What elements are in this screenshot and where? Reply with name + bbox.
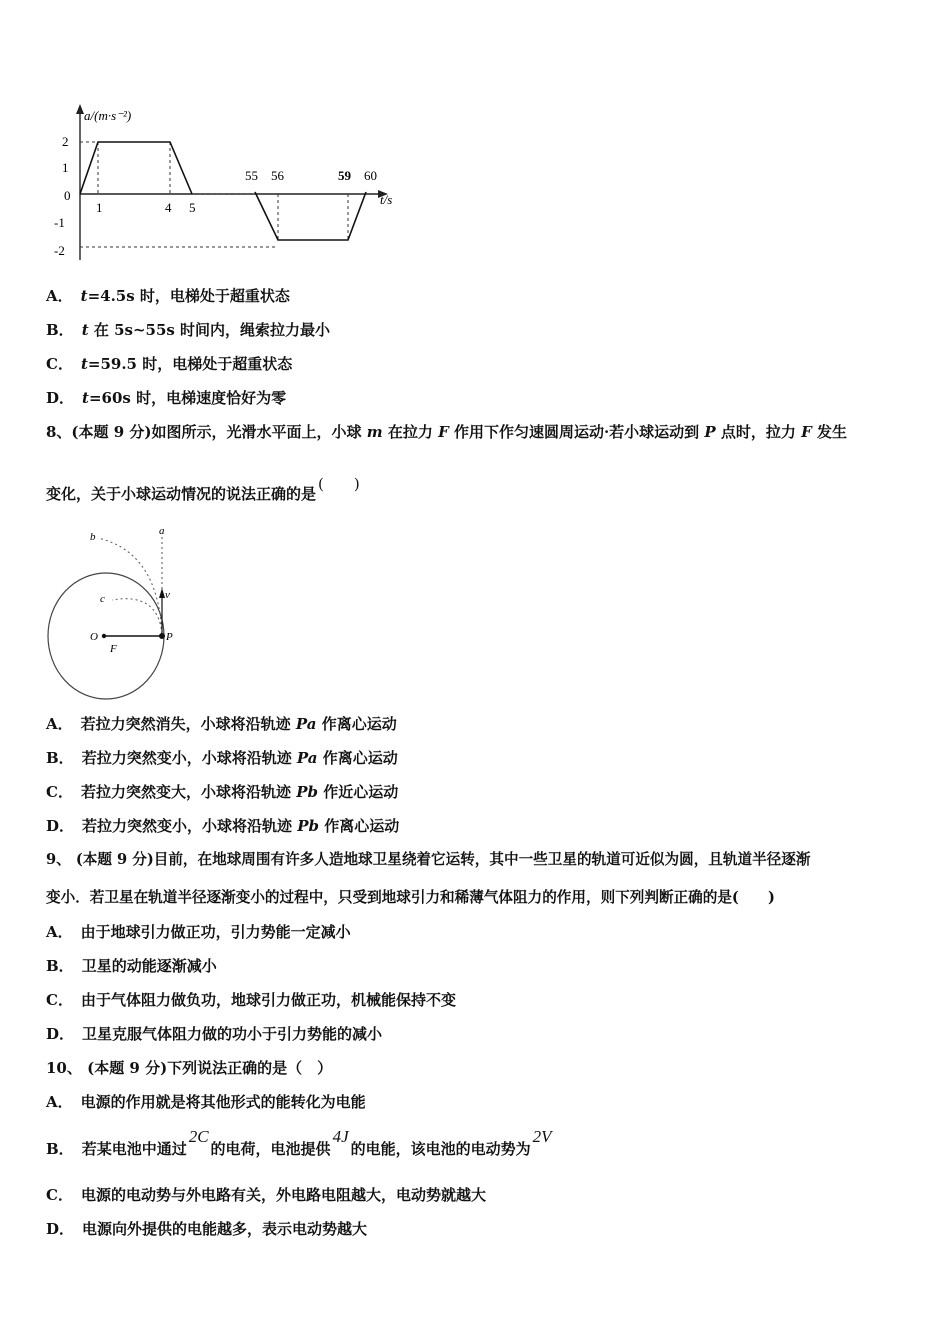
q7-option-c: C． t=59.5 时，电梯处于超重状态 (46, 355, 293, 373)
ytick-neg2: -2 (54, 243, 65, 258)
q8-option-a: A． 若拉力突然消失，小球将沿轨迹 Pa 作离心运动 (46, 715, 397, 733)
xtick-59: 59 (338, 168, 351, 183)
label-v: v (165, 589, 170, 601)
label-o: O (90, 631, 98, 643)
q8-stem-line2: 变化，关于小球运动情况的说法正确的是( ) (46, 475, 360, 503)
xtick-1: 1 (96, 200, 103, 215)
ytick-0: 0 (64, 188, 71, 203)
q10-option-b: B． 若某电池中通过2C的电荷，电池提供4J的电能，该电池的电动势为2V (46, 1127, 552, 1158)
label-a: a (159, 525, 165, 537)
xtick-4: 4 (165, 200, 172, 215)
q8-option-b: B． 若拉力突然变小，小球将沿轨迹 Pa 作离心运动 (46, 749, 398, 767)
xtick-5: 5 (189, 200, 196, 215)
x-axis-label: t/s (380, 192, 393, 207)
circular-motion-figure (40, 522, 190, 707)
answer-paren: ( ) (318, 475, 360, 493)
label-b: b (90, 531, 96, 543)
q8-option-d: D． 若拉力突然变小，小球将沿轨迹 Pb 作离心运动 (46, 817, 400, 835)
ytick-neg1: -1 (54, 215, 65, 230)
q9-option-b: B． 卫星的动能逐渐减小 (46, 957, 217, 975)
q7-option-b: B． t 在 5s~55s 时间内，绳索拉力最小 (46, 321, 331, 339)
trajectory-pb (98, 538, 162, 634)
q9-stem-line1: 9、 (本题 9 分)目前，在地球周围有许多人造地球卫星绕着它运转，其中一些卫星的轨道可近似为圆，且轨道半径逐渐 (46, 851, 811, 868)
q8-stem-line1: 8、(本题 9 分)如图所示，光滑水平面上，小球 m 在拉力 F 作用下作匀速圆周运动·若小球运动到 P 点时，拉力 F 发生 (46, 423, 848, 441)
y-axis-label: a/(m·s⁻²) (84, 108, 132, 123)
q9-stem-line2: 变小．若卫星在轨道半径逐渐变小的过程中，只受到地球引力和稀薄气体阻力的作用，则下列判断正确的是( ) (46, 889, 775, 906)
q9-option-a: A． 由于地球引力做正功，引力势能一定减小 (46, 923, 351, 941)
q7-option-d: D． t=60s 时，电梯速度恰好为零 (46, 389, 287, 407)
xtick-56: 56 (271, 168, 284, 183)
math-charge: 2C (188, 1127, 209, 1146)
math-energy: 4J (332, 1127, 349, 1146)
math-emf: 2V (532, 1127, 552, 1146)
q10-option-c: C． 电源的电动势与外电路有关，外电路电阻越大，电动势就越大 (46, 1186, 486, 1204)
ytick-1: 1 (62, 160, 69, 175)
q7-option-a: A． t=4.5s 时，电梯处于超重状态 (46, 287, 290, 305)
ytick-2: 2 (62, 134, 69, 149)
xtick-55: 55 (245, 168, 258, 183)
label-f: F (110, 643, 117, 655)
q10-option-d: D． 电源向外提供的电能越多，表示电动势越大 (46, 1220, 368, 1238)
trajectory-pc (112, 599, 162, 634)
acceleration-curve (80, 142, 192, 194)
acceleration-curve-negative (255, 192, 366, 240)
xtick-60: 60 (364, 168, 377, 183)
q8-option-c: C． 若拉力突然变大，小球将沿轨迹 Pb 作近心运动 (46, 783, 399, 801)
q10-stem: 10、 (本题 9 分)下列说法正确的是（ ） (46, 1059, 333, 1077)
q9-option-d: D． 卫星克服气体阻力做的功小于引力势能的减小 (46, 1025, 383, 1043)
label-c: c (100, 593, 105, 605)
label-p: P (166, 631, 173, 643)
q10-option-a: A． 电源的作用就是将其他形式的能转化为电能 (46, 1093, 366, 1111)
q9-option-c: C． 由于气体阻力做负功，地球引力做正功，机械能保持不变 (46, 991, 456, 1009)
acceleration-time-graph (40, 100, 420, 275)
